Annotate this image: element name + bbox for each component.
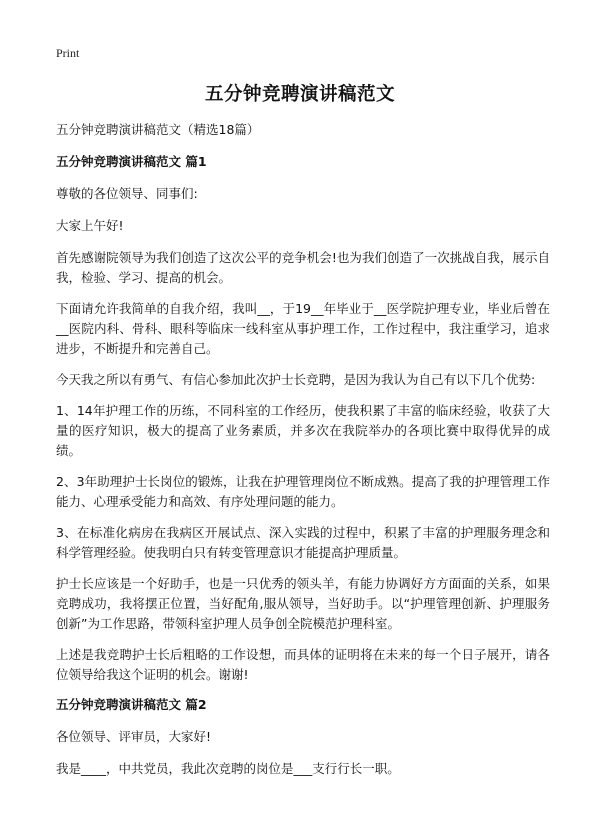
paragraph: 首先感谢院领导为我们创造了这次公平的竞争机会!也为我们创造了一次挑战自我，展示自我，检验、学习、提高的机会。 xyxy=(56,250,550,285)
paragraph: 护士长应该是一个好助手，也是一只优秀的领头羊，有能力协调好方方面面的关系，如果竞聘成功，我将摆正位置，当好配角,服从领导，当好助手。以“护理管理创新、护理服务创新”为工作思路，带领科室护理人员争创全院模范护理科室。 xyxy=(56,576,550,631)
section-1 xyxy=(56,153,550,685)
greeting: 大家上午好! xyxy=(56,218,124,233)
paragraph: 1、14年护理工作的历练，不同科室的工作经历，使我积累了丰富的临床经验，收获了大量的医疗知识，极大的提高了业务素质，并多次在我院举办的各项比赛中取得优异的成绩。 xyxy=(56,403,550,458)
document-body xyxy=(56,121,550,791)
paragraph: 下面请允许我简单的自我介绍，我叫__，于19__年毕业于__医学院护理专业，毕业后曾在__医院内科、骨科、眼科等临床一线科室从事护理工作，工作过程中，我注重学习，追求进步，不断提升和完善自己。 xyxy=(56,301,550,356)
paragraph: 我是____，中共党员，我此次竞聘的岗位是___支行行长一职。 xyxy=(56,761,400,776)
paragraph: 2、3年助理护士长岗位的锻炼，让我在护理管理岗位不断成熟。提高了我的护理管理工作能力、心理承受能力和高效、有序处理问题的能力。 xyxy=(56,474,550,509)
paragraph: 今天我之所以有勇气、有信心参加此次护士长竞聘，是因为我认为自己有以下几个优势: xyxy=(56,372,536,387)
salutation: 尊敬的各位领导、同事们: xyxy=(56,186,198,201)
section-heading: 五分钟竞聘演讲稿范文 篇2 xyxy=(56,697,207,712)
print-label: Print xyxy=(56,46,80,60)
paragraph: 3、在标准化病房在我病区开展试点、深入实践的过程中，积累了丰富的护理服务理念和科学管理经验。使我明白只有转变管理意识才能提高护理质量。 xyxy=(56,525,550,560)
document-subtitle: 五分钟竞聘演讲稿范文（精选18篇） xyxy=(56,122,260,137)
document-title: 五分钟竞聘演讲稿范文 xyxy=(204,84,395,105)
salutation: 各位领导、评审员，大家好! xyxy=(56,729,212,744)
section-2 xyxy=(56,696,550,779)
section-heading: 五分钟竞聘演讲稿范文 篇1 xyxy=(56,154,207,169)
paragraph: 上述是我竞聘护士长后粗略的工作设想，而具体的证明将在未来的每一个日子展开，请各位领导给我这个证明的机会。谢谢! xyxy=(56,647,550,682)
